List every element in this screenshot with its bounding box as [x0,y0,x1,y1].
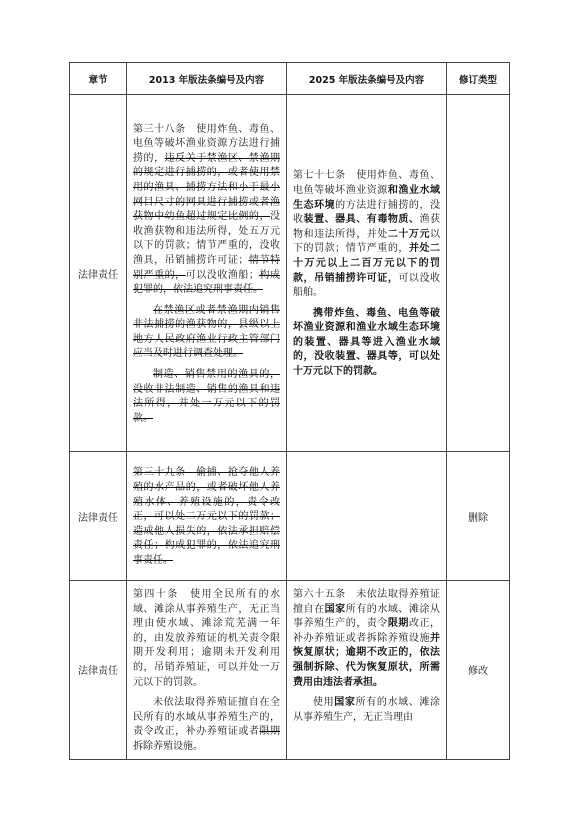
old-text-cell [127,452,287,581]
clause-paragraph [133,696,280,754]
unchanged-text: 可以没收船舶。 [293,272,441,299]
chapter-cell: 法律责任 [70,95,127,452]
header-chapter: 章节 [70,63,127,95]
clause-paragraph [293,588,440,690]
unchanged-text: 第四十条 使用全民所有的水域、滩涂从事养殖生产，无正当理由使水域、滩涂荒芜满一年的，由发放养殖证的机关责令限期开发利用；逾期未开发利用的，吊销养殖证，可以并处一万元以下的罚款。 [133,589,280,688]
added-text: 并处二十万元以上二百万元以下的罚款，吊销捕捞许可证， [293,243,441,284]
new-text-cell [287,452,447,581]
clause-paragraph [133,123,280,298]
clause-paragraph [133,588,280,690]
clause-paragraph [133,466,280,568]
added-text: 和渔业水域生态环境 [293,184,441,211]
revision-type-cell: 修改 [447,581,510,760]
unchanged-text: 的方法进行捕捞的，没收 [293,199,441,226]
unchanged-text: 所有的水域、滩涂从事养殖生产，无正当理由 [293,697,441,723]
unchanged-text: 使用 [313,697,335,709]
deleted-text: 制造、销售禁用的渔具的，没收非法制造、销售的渔具和违法所得，并处一万元以下的罚款。 [133,369,280,424]
deleted-text: 限期 [259,726,281,738]
old-text-cell [127,581,287,760]
revision-type-cell [447,95,510,452]
deleted-text: 第三十九条 偷捕、抢夺他人养殖的水产品的，或者破坏他人养殖水体、养殖设施的，责令改正，可以处二万元以下的罚款；造成他人损失的，依法承担赔偿责任；构成犯罪的，依法追究刑事责任。 [133,467,280,566]
unchanged-text: 渔获物和违法所得，并处 [293,214,441,240]
added-text: 二十万元 [387,228,431,240]
clause-paragraph [293,307,440,380]
unchanged-text: 可以没收渔船； [185,269,259,281]
added-text: 携带炸鱼、毒鱼、电鱼等破坏渔业资源和渔业水域生态环境的装置、器具等进入渔业水域的，没收装置、器具等，可以处十万元以下的罚款。 [293,307,440,378]
header-new-version: 2025 年版法条编号及内容 [287,63,447,95]
clause-paragraph [133,304,280,362]
old-text-cell [127,95,287,452]
header-old-version: 2013 年版法条编号及内容 [127,63,287,95]
new-text-cell [287,95,447,452]
unchanged-text: 未依法取得养殖证擅自在全民所有的水域从事养殖生产的，责令改正，补办养殖证或者 [133,697,280,738]
unchanged-text: 拆除养殖设施。 [133,740,203,752]
clause-paragraph [133,368,280,426]
deleted-text: 情节特别严重的， [133,254,281,281]
unchanged-text: 没收渔获物和违法所得，处五万元以下的罚款；情节严重的，没收渔具，吊销捕捞许可证； [133,211,280,266]
unchanged-text: 以下的罚款；情节严重的， [293,228,441,255]
added-text: 国家 [334,697,356,709]
new-text-cell [287,581,447,760]
unchanged-text: 改正，补办养殖证或者拆除养殖设施 [293,618,441,644]
added-text: 装置、器具、有毒物质、 [303,214,420,226]
header-revision-type: 修订类型 [447,63,510,95]
unchanged-text: 第七十七条 使用炸鱼、毒鱼、电鱼等破坏渔业资源 [293,170,440,196]
added-text: 并恢复原状；逾期不改正的，依法强制拆除、代为恢复原状，所需费用由违法者承担。 [293,632,440,688]
clause-paragraph [293,696,440,725]
added-text: 限期 [387,618,409,630]
table-row [70,452,510,581]
chapter-cell: 法律责任 [70,452,127,581]
deleted-text: 构成犯罪的，依法追究刑事责任。 [133,269,281,296]
deleted-text: 违反关于禁渔区、禁渔期的规定进行捕捞的，或者使用禁用的渔具、捕捞方法和小于最小网目尺寸的网具进行捕捞或者渔获物中幼鱼超过规定比例的， [133,152,281,223]
chapter-cell: 法律责任 [70,581,127,760]
unchanged-text: 所有的水域、滩涂从事养殖生产的，责令 [293,603,441,630]
comparison-table [69,62,510,760]
unchanged-text: 第三十八条 使用炸鱼、毒鱼、电鱼等破坏渔业资源方法进行捕捞的， [133,123,280,164]
table-header-row [70,63,510,95]
added-text: 国家 [324,603,346,615]
table-row [70,581,510,760]
clause-paragraph [293,169,440,300]
revision-type-cell: 删除 [447,452,510,581]
table-row [70,95,510,452]
unchanged-text: 第六十五条 未依法取得养殖证擅自在 [293,589,440,615]
deleted-text: 在禁渔区或者禁渔期内销售非法捕捞的渔获物的，县级以上地方人民政府渔业行政主管部门应当及时进行调查处理。 [133,304,280,360]
